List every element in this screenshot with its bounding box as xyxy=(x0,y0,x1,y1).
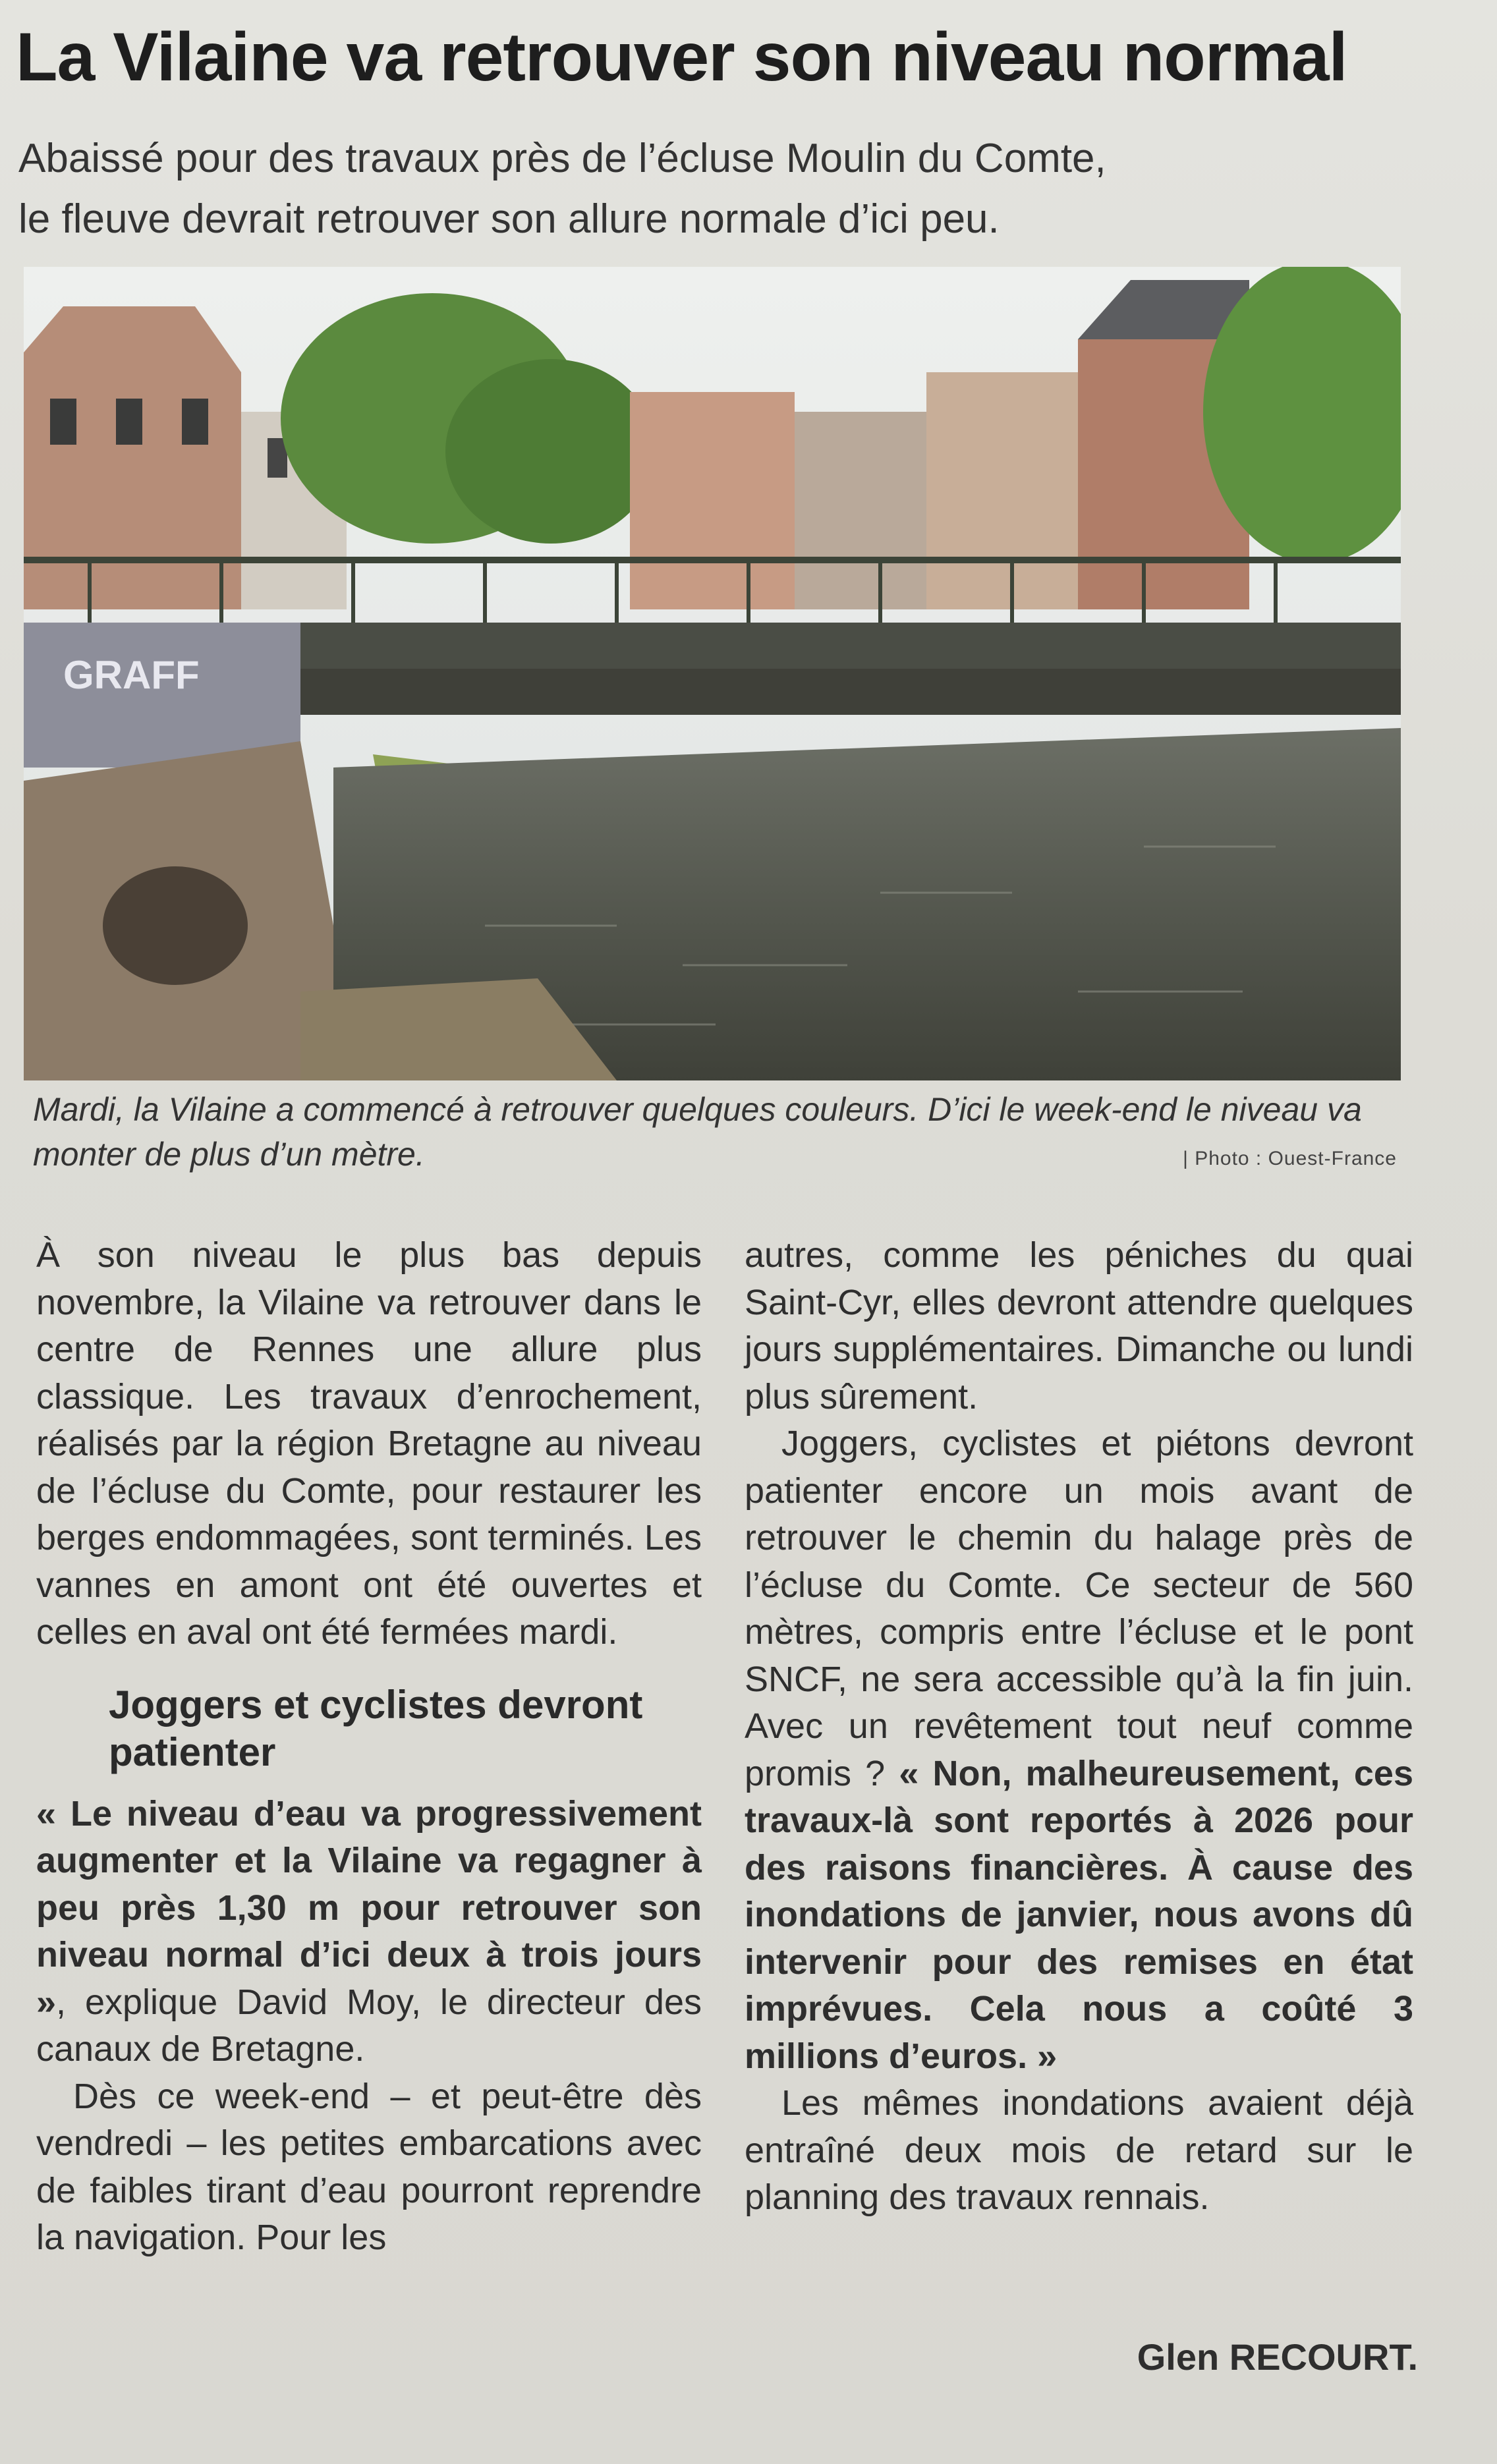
subhead-line-2: le fleuve devrait retrouver son allure normale d’ici peu. xyxy=(18,196,1000,242)
quote-travaux: « Non, malheureusement, ces travaux-là sont reportés à 2026 pour des raisons financières. À cause des inondations de janvier, nous avons dû intervenir pour des remises en état imprévues. Cela nous a coûté 3 millions d’euros. » xyxy=(745,1753,1413,2076)
subhead-line-1: Abaissé pour des travaux près de l’écluse Moulin du Comte, xyxy=(18,136,1106,181)
quote-attribution: , explique David Moy, le directeur des canaux de Bretagne. xyxy=(36,1982,702,2069)
paragraph-halage xyxy=(745,1420,1413,2080)
subheadline xyxy=(18,128,1468,250)
photo-credit: | Photo : Ouest-France xyxy=(1183,1148,1397,1169)
paragraph-peniches: autres, comme les péniches du quai Saint-Cyr, elles devront attendre quelques jours supplémentaires. Dimanche ou lundi plus sûrement. xyxy=(745,1235,1413,1416)
paragraph-inondations: Les mêmes inondations avaient déjà entraîné deux mois de retard sur le planning des travaux rennais. xyxy=(745,2083,1413,2217)
article-column-1 xyxy=(36,1232,702,2262)
headline: La Vilaine va retrouver son niveau normal xyxy=(16,19,1347,96)
author-signature: Glen RECOURT. xyxy=(1137,2336,1418,2378)
paragraph-navigation: Dès ce week-end – et peut-être dès vendredi – les petites embarcations avec de faibles tirant d’eau pourront reprendre la navigation. Pour les xyxy=(36,2076,702,2257)
section-heading: Joggers et cyclistes devront patienter xyxy=(109,1682,643,1774)
article-photo xyxy=(24,267,1401,1080)
photo-caption: Mardi, la Vilaine a commencé à retrouver quelques couleurs. D’ici le week-end le niveau va monter de plus d’un mètre. xyxy=(33,1091,1362,1173)
article-column-2 xyxy=(745,1232,1413,2222)
quote-david-moy: « Le niveau d’eau va progressivement augmenter et la Vilaine va regagner à peu près 1,30 m pour retrouver son niveau normal d’ici deux à trois jours » xyxy=(36,1793,702,2022)
svg-text:GRAFF: GRAFF xyxy=(63,653,200,697)
paragraph-intro: À son niveau le plus bas depuis novembre, la Vilaine va retrouver dans le centre de Rennes une allure plus classique. Les travaux d’enrochement, réalisés par la région Bretagne au niveau de l’écluse du Comte, pour restaurer les berges endommagées, sont terminés. Les vannes en amont ont été ouvertes et celles en aval ont été fermées mardi. xyxy=(36,1235,702,1652)
river-bridge-photo xyxy=(24,267,1401,1080)
paragraph-quote xyxy=(36,1791,702,2073)
halage-text: Joggers, cyclistes et piétons devront patienter encore un mois avant de retrouver le chemin du halage près de l’écluse du Comte. Ce secteur de 560 mètres, compris entre l’écluse et le pont SNCF, ne sera accessible qu’à la fin juin. Avec un revêtement tout neuf comme promis ? xyxy=(745,1424,1413,1793)
